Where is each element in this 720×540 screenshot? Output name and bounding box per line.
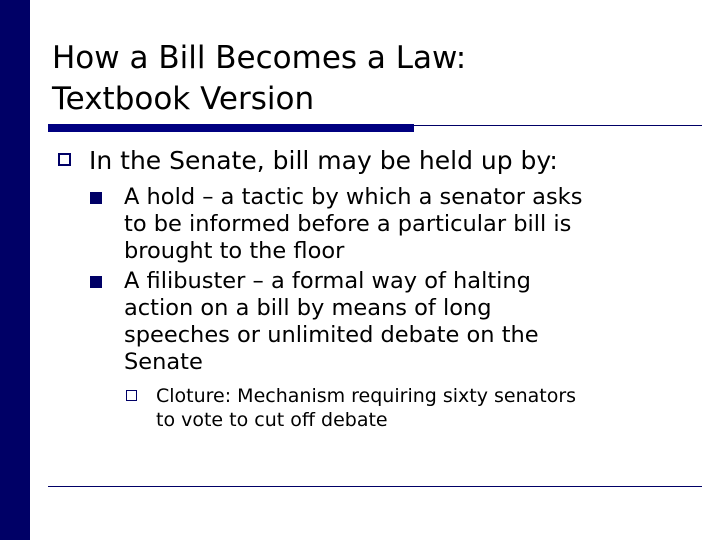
- sub-bullet-line: speeches or unlimited debate on the: [124, 322, 539, 348]
- footer-divider: [48, 486, 702, 487]
- sub-bullet-line: action on a bill by means of long: [124, 295, 492, 321]
- title-underline-thin: [414, 125, 702, 126]
- sub-bullet-filibuster: [88, 268, 706, 376]
- slide-title-line: How a Bill Becomes a Law:: [52, 40, 467, 76]
- sub-bullet-line: A hold – a tactic by which a senator asks: [124, 184, 583, 210]
- left-accent-bar: [0, 0, 30, 540]
- main-bullet-point: [56, 146, 706, 176]
- slide-title: [52, 38, 692, 120]
- slide-title-line: Textbook Version: [52, 81, 315, 117]
- sub-bullet-hold: [88, 184, 706, 265]
- main-bullet-text: In the Senate, bill may be held up by:: [89, 146, 558, 175]
- sub-bullet-line: to be informed before a particular bill is: [124, 211, 572, 237]
- sub-sub-bullet-line: Cloture: Mechanism requiring sixty senators: [156, 385, 577, 407]
- sub-bullet-line: A filibuster – a formal way of halting: [124, 268, 531, 294]
- title-underline-thick: [48, 124, 414, 132]
- sub-bullet-line: Senate: [124, 349, 203, 375]
- hollow-square-bullet-icon: [126, 390, 137, 401]
- hollow-square-bullet-icon: [58, 153, 71, 166]
- sub-sub-bullet-cloture: [124, 384, 706, 432]
- slide-body: [56, 146, 706, 432]
- filled-square-bullet-icon: [90, 276, 102, 288]
- sub-bullet-list: [56, 184, 706, 432]
- filled-square-bullet-icon: [90, 192, 102, 204]
- sub-bullet-line: brought to the floor: [124, 238, 345, 264]
- sub-sub-bullet-line: to vote to cut off debate: [156, 409, 388, 431]
